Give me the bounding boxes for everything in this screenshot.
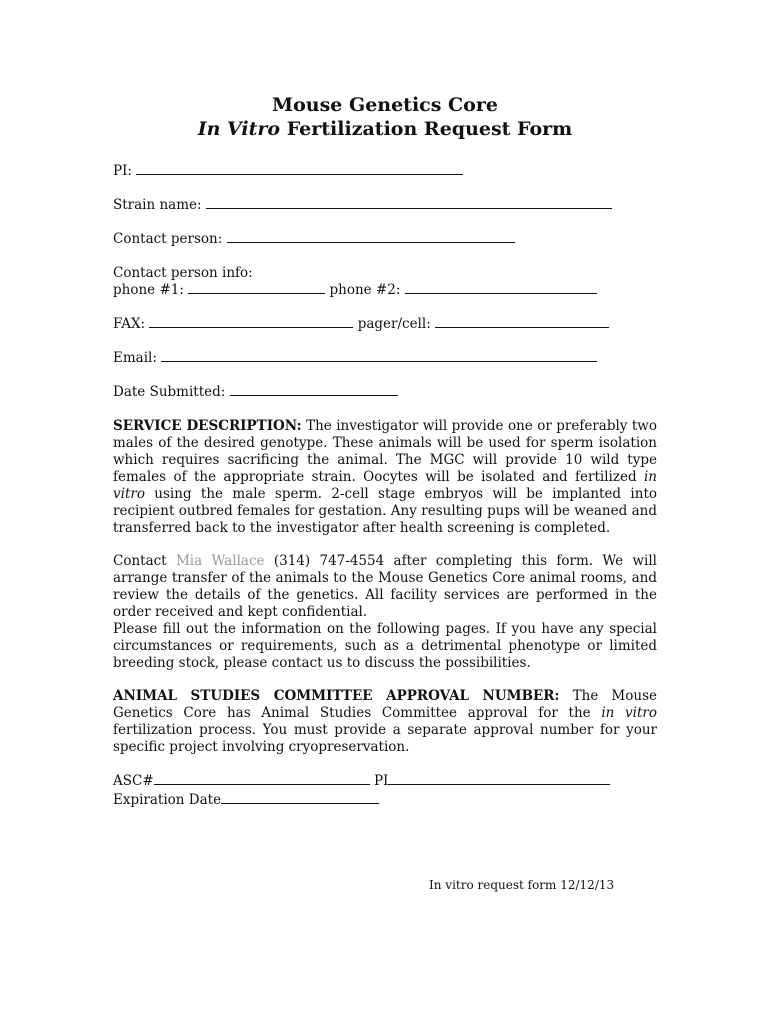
email-label: Email:: [113, 350, 157, 366]
date-row: [113, 384, 398, 401]
asc-pi-field[interactable]: [388, 773, 610, 785]
fax-field[interactable]: [149, 316, 353, 328]
contact-person-row: [113, 231, 515, 248]
strain-row: [113, 197, 612, 214]
service-description: [113, 418, 657, 537]
email-field[interactable]: [161, 350, 597, 362]
fax-row: [113, 316, 609, 333]
service-italic: in vitro: [113, 469, 657, 502]
phone1-field[interactable]: [188, 282, 325, 294]
footer-text: In vitro request form 12/12/13: [429, 878, 615, 892]
expiration-row: [113, 792, 379, 809]
asc-label: ASC#: [113, 773, 154, 789]
asc-row: [113, 773, 610, 790]
asc-field[interactable]: [154, 773, 370, 785]
phone1-label: phone #1:: [113, 282, 184, 298]
email-row: [113, 350, 597, 367]
contact-person-label: Contact person:: [113, 231, 223, 247]
page-title: Mouse Genetics Core: [272, 94, 498, 116]
date-submitted-field[interactable]: [230, 384, 398, 396]
pi-label: PI:: [113, 163, 132, 179]
subtitle-italic: In Vitro: [197, 118, 281, 140]
phone2-label: phone #2:: [329, 282, 401, 298]
asc-pi-label: PI: [373, 773, 389, 789]
page-subtitle: [0, 117, 770, 141]
expiration-field[interactable]: [221, 792, 379, 804]
date-submitted-label: Date Submitted:: [113, 384, 226, 400]
contact-prefix: Contact: [113, 553, 176, 569]
contact-info-label: Contact person info:: [113, 265, 253, 281]
instructions-paragraph: Please fill out the information on the following pages. If you have any special circumstances or requirements, such as a detrimental phenotype or limited breeding stock, please contact us to discuss the possibilities.: [113, 621, 657, 671]
strain-name-label: Strain name:: [113, 197, 202, 213]
service-heading: SERVICE DESCRIPTION:: [113, 418, 302, 434]
approval-italic: in vitro: [601, 705, 657, 721]
contact-person-field[interactable]: [227, 231, 515, 243]
service-text-b: using the male sperm. 2-cell stage embryos will be implanted into recipient outbred females for gestation. Any resulting pups will be weaned and transferred back to the investigator after health screening is completed.: [113, 486, 657, 536]
pi-row: [113, 163, 463, 180]
approval-text-a: The Mouse Genetics Core has Animal Studies Committee approval for the: [113, 688, 657, 721]
pager-label: pager/cell:: [357, 316, 431, 332]
strain-name-field[interactable]: [206, 197, 612, 209]
fax-label: FAX:: [113, 316, 146, 332]
contact-text: (314) 747-4554 after completing this form. We will arrange transfer of the animals to the Mouse Genetics Core animal rooms, and review the details of the genetics. All facility services are performed in the order received and kept confidential.: [113, 553, 658, 620]
expiration-label: Expiration Date: [113, 792, 222, 808]
pi-field[interactable]: [136, 163, 463, 175]
approval-paragraph: [113, 688, 657, 756]
contact-name: Mia Wallace: [175, 553, 265, 569]
service-text-a: The investigator will provide one or preferably two males of the desired genotype. These animals will be used for sperm isolation which requires sacrificing the animal. The MGC will provide 10 wild type females of the appropriate strain. Oocytes will be isolated and fertilized: [113, 418, 657, 485]
phone-row: [113, 282, 597, 299]
pager-field[interactable]: [435, 316, 609, 328]
phone2-field[interactable]: [405, 282, 597, 294]
contact-paragraph: [113, 553, 657, 621]
subtitle-rest: Fertilization Request Form: [280, 118, 573, 140]
approval-text-b: fertilization process. You must provide a separate approval number for your specific project involving cryopreservation.: [113, 722, 657, 755]
approval-heading: ANIMAL STUDIES COMMITTEE APPROVAL NUMBER:: [113, 688, 560, 704]
